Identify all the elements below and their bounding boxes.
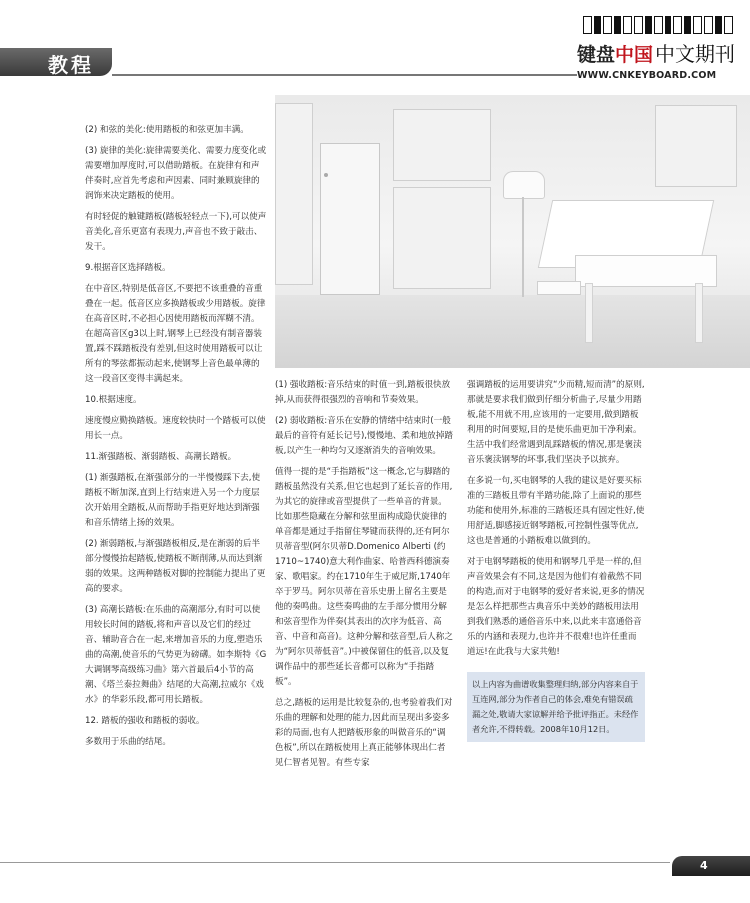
paragraph: (2) 渐弱踏板,与渐强踏板相反,是在渐弱的后半部分慢慢抬起踏板,使踏板不断削薄,从而达到渐弱的效果。这两种踏板对脚的控制能力提出了更高的要求。 bbox=[85, 539, 266, 594]
paragraph: 11.渐强踏板、渐弱踏板、高潮长踏板。 bbox=[85, 452, 237, 462]
paragraph: 9.根据音区选择踏板。 bbox=[85, 263, 171, 273]
door-knob bbox=[324, 173, 328, 177]
piano-room-photo bbox=[275, 95, 750, 368]
header-divider bbox=[112, 74, 577, 76]
paragraph: 强调踏板的运用要讲究“少而精,短而清”的原则,那就是要求我们做到仔细分析曲子,尽量少用踏板,能不用就不用,应该用的一定要用,做到踏板利用的时间要短,目的是使乐曲更加干净利索。生活中我们经常遇到乱踩踏板的情况,那是褒渎音乐褒渎钢琴的坏事,我们坚决予以摈弃。 bbox=[467, 380, 645, 465]
paragraph: 总之,踏板的运用是比较复杂的,也考验着我们对乐曲的理解和处理的能力,因此而呈现出多姿多彩的局面,也有人把踏板形象的叫做音乐的“调色板”,所以在踏板使用上真正能够体现出仁者见仁智者见智。有些专家 bbox=[275, 698, 453, 768]
article-column-2 bbox=[275, 378, 453, 777]
piano-bench bbox=[537, 281, 581, 295]
paragraph: (3) 旋律的美化:旋律需要美化、需要力度变化或需要增加厚度时,可以借助踏板。在旋律有和声伴奏时,应首先考虑和声因素、同时兼顾旋律的润饰来决定踏板的使用。 bbox=[85, 146, 267, 201]
paragraph: 速度慢应勤换踏板。速度较快时一个踏板可以使用长一点。 bbox=[85, 416, 266, 441]
paragraph: (1) 渐强踏板,在渐强部分的一半慢慢踩下去,使踏板不断加深,直到上行结束进入另一个力度层次开始用全踏板,从而帮助手指更好地达到渐强和音乐情绪上扬的效果。 bbox=[85, 473, 261, 528]
door bbox=[320, 143, 380, 295]
logo-url: WWW.CNKEYBOARD.COM bbox=[577, 70, 717, 81]
section-tab bbox=[0, 48, 112, 76]
paragraph: 多数用于乐曲的结尾。 bbox=[85, 737, 171, 747]
piano-keys-icon bbox=[583, 16, 733, 34]
page-number-tab bbox=[672, 856, 750, 876]
floor-lamp-icon bbox=[503, 171, 545, 199]
paragraph: (1) 强收踏板:音乐结束的时值一到,踏板很快放掉,从而获得很强烈的音响和节奏效果。 bbox=[275, 380, 451, 405]
article-column-3 bbox=[467, 378, 645, 742]
paragraph: (3) 高潮长踏板:在乐曲的高潮部分,有时可以使用较长时间的踏板,将和声音以及它们的经过音、辅助音合在一起,来增加音乐的力度,塑造乐曲的高潮,使音乐的气势更为磅礴。如李斯特《G大调钢琴高级练习曲》第六首最后4小节的高潮、《塔兰泰拉舞曲》结尾的大高潮,拉威尔《戏水》的华彩乐段,都可用长踏板。 bbox=[85, 605, 267, 705]
wall-panel bbox=[655, 105, 737, 187]
piano-leg bbox=[695, 283, 703, 343]
paragraph: 值得一提的是“手指踏板”这一概念,它与脚踏的踏板虽然没有关系,但它也起到了延长音的作用,为其它的旋律或音型提供了一些单音的背景。比如那些隐藏在分解和弦里面构成隐伏旋律的单音都是通过手指留住琴键而获得的,还有阿尔贝蒂音型(阿尔贝蒂D.Domenico Alberti (约1710~1740)意大利作曲家、哈普西科德演奏家、歌唱家。约在1710年生于威尼斯,1740年卒于罗马。阿尔贝蒂在音乐史册上留名主要是他的奏鸣曲。这些奏鸣曲的左手部分惯用分解和弦音型作为伴奏(其表出的次序为低音、高音、中音和高音)。这种分解和弦音型,后人称之为“阿尔贝蒂低音”。)中被保留住的低音,以及复调作品中的那些延长音都可以称为“手指踏板”。 bbox=[275, 467, 453, 687]
paragraph: 在多说一句,买电钢琴的人我的建议是好要买标准的三踏板且带有半踏功能,除了上面说的那些功能和使用外,标准的三踏板还具有固定性好,使用舒适,脚感接近钢琴踏板,可控制性强等优点,这也是普通的小踏板难以做到的。 bbox=[467, 476, 645, 546]
paragraph: 在中音区,特别是低音区,不要把不该重叠的音重叠在一起。低音区应多换踏板或少用踏板。旋律在高音区时,不必担心因使用踏板而浑糊不清。在超高音区g3以上时,钢琴上已经没有制音器装置,踩不踩踏板没有差别,但这时使用踏板可以让所有的琴弦都振动起来,使钢琴上音色最单薄的这一段音区变得丰满起来。 bbox=[85, 284, 266, 384]
logo-text-2: 中国 bbox=[615, 44, 654, 66]
lamp-pole bbox=[522, 197, 524, 297]
logo-text-1: 键盘 bbox=[577, 44, 616, 66]
magazine-logo bbox=[577, 14, 737, 82]
footer-divider bbox=[0, 862, 670, 863]
paragraph: (2) 和弦的美化:使用踏板的和弦更加丰满。 bbox=[85, 125, 249, 135]
wall-panel bbox=[275, 103, 313, 285]
paragraph: 12. 踏板的强收和踏板的弱收。 bbox=[85, 716, 205, 726]
paragraph: 10.根据速度。 bbox=[85, 395, 142, 405]
logo-text-3: 中文期刊 bbox=[655, 42, 736, 66]
logo-text bbox=[577, 38, 735, 68]
floor bbox=[275, 295, 750, 368]
wall-panel bbox=[393, 109, 491, 181]
paragraph: 有时轻促的触键踏板(踏板轻轻点一下),可以使声音美化,音乐更富有表现力,声音也不致于敲击、发干。 bbox=[85, 212, 267, 252]
copyright-note: 以上内容为曲谱收集整理归纳,部分内容来自于互连网,部分为作者自己的体会,难免有错误疏漏之处,敬请大家谅解并给予批评指正。未经作者允许,不得转载。2008年10月12日。 bbox=[467, 672, 645, 742]
paragraph: (2) 弱收踏板:音乐在安静的情绪中结束时(一般最后的音符有延长记号),慢慢地、柔和地放掉踏板,以产生一种均匀又逐渐消失的音响效果。 bbox=[275, 416, 453, 456]
paragraph: 对于电钢琴踏板的使用和钢琴几乎是一样的,但声音效果会有不同,这是因为他们有着截然不同的构造,而对于电钢琴的爱好者来说,更多的情况是怎么样把那些古典音乐中美妙的踏板用法用到我们熟悉的通俗音乐中来,以此来丰富通俗音乐的内涵和表现力,也许并不很难!也许任重而道远!在此我与大家共勉! bbox=[467, 557, 645, 657]
page-number: 4 bbox=[700, 859, 708, 872]
section-title: 教程 bbox=[48, 53, 94, 77]
wall-panel bbox=[393, 187, 491, 289]
article-column-1 bbox=[85, 123, 268, 756]
piano-leg bbox=[585, 283, 593, 343]
